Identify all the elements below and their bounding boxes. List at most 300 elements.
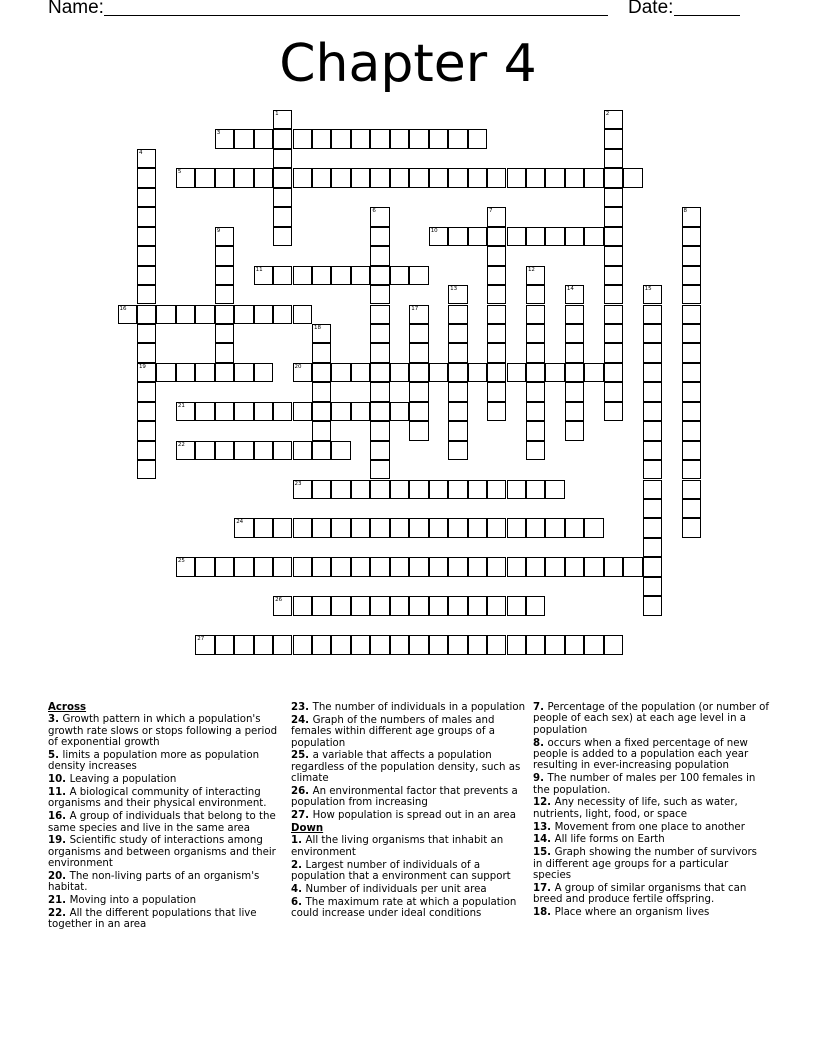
- crossword-cell[interactable]: [331, 266, 350, 285]
- crossword-cell[interactable]: [254, 305, 273, 324]
- crossword-cell[interactable]: [643, 343, 662, 362]
- crossword-cell[interactable]: [118, 305, 137, 324]
- crossword-cell[interactable]: [370, 557, 389, 576]
- crossword-cell[interactable]: [254, 441, 273, 460]
- crossword-cell[interactable]: [487, 285, 506, 304]
- crossword-cell[interactable]: [409, 343, 428, 362]
- crossword-cell[interactable]: [545, 227, 564, 246]
- crossword-cell[interactable]: [254, 266, 273, 285]
- crossword-cell[interactable]: [526, 480, 545, 499]
- crossword-cell[interactable]: [409, 382, 428, 401]
- crossword-cell[interactable]: [273, 305, 292, 324]
- crossword-cell[interactable]: [604, 227, 623, 246]
- crossword-cell[interactable]: [312, 363, 331, 382]
- crossword-cell[interactable]: [545, 635, 564, 654]
- crossword-cell[interactable]: [448, 363, 467, 382]
- crossword-cell[interactable]: [565, 324, 584, 343]
- crossword-cell[interactable]: [526, 168, 545, 187]
- crossword-cell[interactable]: [293, 129, 312, 148]
- crossword-cell[interactable]: [273, 207, 292, 226]
- crossword-cell[interactable]: [643, 285, 662, 304]
- crossword-cell[interactable]: [448, 441, 467, 460]
- crossword-cell[interactable]: [370, 129, 389, 148]
- crossword-cell[interactable]: [643, 363, 662, 382]
- crossword-cell[interactable]: [526, 557, 545, 576]
- crossword-cell[interactable]: [215, 363, 234, 382]
- crossword-cell[interactable]: [604, 110, 623, 129]
- crossword-cell[interactable]: [526, 305, 545, 324]
- crossword-cell[interactable]: [293, 363, 312, 382]
- crossword-cell[interactable]: [254, 635, 273, 654]
- crossword-cell[interactable]: [584, 635, 603, 654]
- crossword-cell[interactable]: [682, 460, 701, 479]
- crossword-cell[interactable]: [254, 129, 273, 148]
- crossword-cell[interactable]: [565, 402, 584, 421]
- crossword-cell[interactable]: [565, 518, 584, 537]
- crossword-cell[interactable]: [487, 402, 506, 421]
- crossword-cell[interactable]: [565, 382, 584, 401]
- crossword-cell[interactable]: [526, 441, 545, 460]
- crossword-cell[interactable]: [293, 635, 312, 654]
- crossword-cell[interactable]: [370, 480, 389, 499]
- crossword-cell[interactable]: [312, 557, 331, 576]
- crossword-cell[interactable]: [604, 285, 623, 304]
- crossword-cell[interactable]: [604, 149, 623, 168]
- crossword-cell[interactable]: [682, 518, 701, 537]
- crossword-cell[interactable]: [293, 266, 312, 285]
- crossword-cell[interactable]: [370, 266, 389, 285]
- crossword-cell[interactable]: [370, 460, 389, 479]
- crossword-cell[interactable]: [487, 305, 506, 324]
- crossword-cell[interactable]: [137, 382, 156, 401]
- crossword-cell[interactable]: [273, 188, 292, 207]
- crossword-cell[interactable]: [487, 382, 506, 401]
- crossword-cell[interactable]: [409, 518, 428, 537]
- crossword-cell[interactable]: [370, 343, 389, 362]
- crossword-cell[interactable]: [390, 168, 409, 187]
- crossword-cell[interactable]: [273, 557, 292, 576]
- crossword-cell[interactable]: [390, 266, 409, 285]
- crossword-cell[interactable]: [682, 324, 701, 343]
- crossword-cell[interactable]: [273, 168, 292, 187]
- crossword-cell[interactable]: [604, 363, 623, 382]
- crossword-cell[interactable]: [390, 129, 409, 148]
- crossword-cell[interactable]: [448, 635, 467, 654]
- crossword-cell[interactable]: [331, 635, 350, 654]
- crossword-cell[interactable]: [156, 363, 175, 382]
- crossword-cell[interactable]: [429, 518, 448, 537]
- crossword-cell[interactable]: [254, 518, 273, 537]
- crossword-cell[interactable]: [448, 382, 467, 401]
- crossword-cell[interactable]: [507, 363, 526, 382]
- crossword-cell[interactable]: [584, 518, 603, 537]
- crossword-cell[interactable]: [390, 402, 409, 421]
- crossword-cell[interactable]: [370, 305, 389, 324]
- crossword-cell[interactable]: [331, 441, 350, 460]
- crossword-cell[interactable]: [682, 227, 701, 246]
- crossword-cell[interactable]: [468, 596, 487, 615]
- crossword-cell[interactable]: [409, 363, 428, 382]
- crossword-cell[interactable]: [312, 324, 331, 343]
- crossword-cell[interactable]: [682, 402, 701, 421]
- crossword-cell[interactable]: [137, 227, 156, 246]
- crossword-cell[interactable]: [526, 227, 545, 246]
- crossword-cell[interactable]: [643, 499, 662, 518]
- crossword-cell[interactable]: [487, 266, 506, 285]
- crossword-cell[interactable]: [331, 168, 350, 187]
- crossword-cell[interactable]: [215, 266, 234, 285]
- crossword-cell[interactable]: [448, 227, 467, 246]
- crossword-cell[interactable]: [331, 596, 350, 615]
- crossword-cell[interactable]: [370, 596, 389, 615]
- crossword-cell[interactable]: [312, 168, 331, 187]
- crossword-cell[interactable]: [137, 343, 156, 362]
- crossword-cell[interactable]: [429, 363, 448, 382]
- crossword-cell[interactable]: [370, 285, 389, 304]
- crossword-cell[interactable]: [370, 324, 389, 343]
- crossword-cell[interactable]: [448, 305, 467, 324]
- crossword-cell[interactable]: [604, 168, 623, 187]
- crossword-cell[interactable]: [195, 363, 214, 382]
- crossword-cell[interactable]: [604, 402, 623, 421]
- crossword-cell[interactable]: [468, 227, 487, 246]
- crossword-cell[interactable]: [331, 557, 350, 576]
- crossword-cell[interactable]: [429, 227, 448, 246]
- crossword-cell[interactable]: [565, 635, 584, 654]
- crossword-cell[interactable]: [545, 557, 564, 576]
- crossword-cell[interactable]: [526, 324, 545, 343]
- crossword-cell[interactable]: [468, 635, 487, 654]
- crossword-cell[interactable]: [254, 168, 273, 187]
- crossword-cell[interactable]: [507, 480, 526, 499]
- crossword-cell[interactable]: [643, 577, 662, 596]
- crossword-cell[interactable]: [370, 635, 389, 654]
- crossword-cell[interactable]: [429, 596, 448, 615]
- crossword-cell[interactable]: [526, 382, 545, 401]
- crossword-cell[interactable]: [137, 324, 156, 343]
- crossword-cell[interactable]: [584, 168, 603, 187]
- crossword-cell[interactable]: [682, 499, 701, 518]
- crossword-cell[interactable]: [448, 480, 467, 499]
- crossword-cell[interactable]: [526, 421, 545, 440]
- crossword-cell[interactable]: [507, 227, 526, 246]
- crossword-cell[interactable]: [682, 285, 701, 304]
- crossword-cell[interactable]: [195, 635, 214, 654]
- crossword-cell[interactable]: [409, 305, 428, 324]
- crossword-cell[interactable]: [487, 246, 506, 265]
- crossword-cell[interactable]: [682, 207, 701, 226]
- crossword-cell[interactable]: [176, 402, 195, 421]
- crossword-cell[interactable]: [234, 305, 253, 324]
- crossword-cell[interactable]: [429, 557, 448, 576]
- crossword-cell[interactable]: [409, 596, 428, 615]
- crossword-cell[interactable]: [312, 518, 331, 537]
- crossword-cell[interactable]: [351, 363, 370, 382]
- crossword-cell[interactable]: [215, 246, 234, 265]
- crossword-cell[interactable]: [234, 129, 253, 148]
- crossword-cell[interactable]: [429, 129, 448, 148]
- crossword-cell[interactable]: [604, 324, 623, 343]
- crossword-cell[interactable]: [604, 246, 623, 265]
- crossword-cell[interactable]: [448, 285, 467, 304]
- crossword-cell[interactable]: [137, 207, 156, 226]
- crossword-cell[interactable]: [370, 168, 389, 187]
- crossword-cell[interactable]: [293, 305, 312, 324]
- crossword-cell[interactable]: [526, 402, 545, 421]
- crossword-cell[interactable]: [137, 188, 156, 207]
- crossword-cell[interactable]: [643, 402, 662, 421]
- crossword-cell[interactable]: [293, 518, 312, 537]
- crossword-cell[interactable]: [234, 441, 253, 460]
- crossword-cell[interactable]: [468, 518, 487, 537]
- crossword-cell[interactable]: [312, 596, 331, 615]
- crossword-cell[interactable]: [682, 441, 701, 460]
- crossword-cell[interactable]: [351, 596, 370, 615]
- crossword-cell[interactable]: [195, 168, 214, 187]
- crossword-cell[interactable]: [370, 363, 389, 382]
- crossword-cell[interactable]: [584, 363, 603, 382]
- crossword-cell[interactable]: [643, 518, 662, 537]
- crossword-cell[interactable]: [507, 596, 526, 615]
- crossword-cell[interactable]: [604, 343, 623, 362]
- crossword-cell[interactable]: [137, 402, 156, 421]
- crossword-cell[interactable]: [195, 557, 214, 576]
- crossword-cell[interactable]: [351, 635, 370, 654]
- crossword-cell[interactable]: [526, 343, 545, 362]
- crossword-cell[interactable]: [526, 363, 545, 382]
- crossword-cell[interactable]: [429, 635, 448, 654]
- crossword-cell[interactable]: [312, 129, 331, 148]
- crossword-cell[interactable]: [526, 285, 545, 304]
- crossword-cell[interactable]: [234, 518, 253, 537]
- crossword-cell[interactable]: [351, 480, 370, 499]
- crossword-cell[interactable]: [156, 305, 175, 324]
- crossword-cell[interactable]: [487, 480, 506, 499]
- crossword-cell[interactable]: [312, 441, 331, 460]
- crossword-cell[interactable]: [215, 402, 234, 421]
- crossword-cell[interactable]: [176, 168, 195, 187]
- crossword-cell[interactable]: [487, 168, 506, 187]
- crossword-cell[interactable]: [331, 518, 350, 537]
- crossword-cell[interactable]: [351, 402, 370, 421]
- crossword-cell[interactable]: [390, 363, 409, 382]
- crossword-cell[interactable]: [468, 129, 487, 148]
- crossword-cell[interactable]: [487, 343, 506, 362]
- crossword-cell[interactable]: [137, 246, 156, 265]
- crossword-cell[interactable]: [682, 305, 701, 324]
- crossword-cell[interactable]: [390, 480, 409, 499]
- crossword-cell[interactable]: [604, 557, 623, 576]
- crossword-cell[interactable]: [370, 246, 389, 265]
- crossword-cell[interactable]: [409, 635, 428, 654]
- crossword-cell[interactable]: [487, 207, 506, 226]
- crossword-cell[interactable]: [370, 382, 389, 401]
- crossword-cell[interactable]: [487, 518, 506, 537]
- crossword-cell[interactable]: [351, 518, 370, 537]
- crossword-cell[interactable]: [448, 324, 467, 343]
- crossword-cell[interactable]: [507, 518, 526, 537]
- crossword-cell[interactable]: [526, 635, 545, 654]
- crossword-cell[interactable]: [195, 402, 214, 421]
- crossword-cell[interactable]: [507, 635, 526, 654]
- crossword-cell[interactable]: [682, 246, 701, 265]
- crossword-cell[interactable]: [351, 129, 370, 148]
- crossword-cell[interactable]: [682, 382, 701, 401]
- crossword-cell[interactable]: [293, 596, 312, 615]
- crossword-cell[interactable]: [565, 168, 584, 187]
- crossword-cell[interactable]: [507, 557, 526, 576]
- crossword-cell[interactable]: [234, 402, 253, 421]
- crossword-cell[interactable]: [487, 227, 506, 246]
- crossword-cell[interactable]: [293, 480, 312, 499]
- crossword-cell[interactable]: [565, 421, 584, 440]
- crossword-cell[interactable]: [643, 421, 662, 440]
- crossword-cell[interactable]: [234, 557, 253, 576]
- crossword-cell[interactable]: [215, 557, 234, 576]
- crossword-cell[interactable]: [254, 402, 273, 421]
- crossword-cell[interactable]: [682, 266, 701, 285]
- crossword-cell[interactable]: [448, 557, 467, 576]
- crossword-cell[interactable]: [487, 596, 506, 615]
- crossword-cell[interactable]: [254, 557, 273, 576]
- crossword-cell[interactable]: [273, 402, 292, 421]
- crossword-cell[interactable]: [448, 596, 467, 615]
- crossword-cell[interactable]: [682, 421, 701, 440]
- crossword-cell[interactable]: [565, 305, 584, 324]
- crossword-cell[interactable]: [448, 402, 467, 421]
- crossword-cell[interactable]: [623, 557, 642, 576]
- crossword-cell[interactable]: [234, 168, 253, 187]
- crossword-cell[interactable]: [643, 460, 662, 479]
- crossword-cell[interactable]: [293, 168, 312, 187]
- crossword-cell[interactable]: [526, 596, 545, 615]
- crossword-cell[interactable]: [545, 518, 564, 537]
- crossword-cell[interactable]: [331, 363, 350, 382]
- crossword-cell[interactable]: [409, 480, 428, 499]
- crossword-cell[interactable]: [545, 168, 564, 187]
- crossword-cell[interactable]: [565, 343, 584, 362]
- crossword-cell[interactable]: [312, 382, 331, 401]
- crossword-cell[interactable]: [176, 557, 195, 576]
- crossword-cell[interactable]: [137, 149, 156, 168]
- crossword-cell[interactable]: [273, 635, 292, 654]
- crossword-cell[interactable]: [370, 441, 389, 460]
- crossword-cell[interactable]: [643, 305, 662, 324]
- crossword-cell[interactable]: [448, 421, 467, 440]
- crossword-cell[interactable]: [273, 149, 292, 168]
- crossword-cell[interactable]: [565, 363, 584, 382]
- crossword-cell[interactable]: [584, 557, 603, 576]
- crossword-cell[interactable]: [409, 557, 428, 576]
- crossword-cell[interactable]: [682, 343, 701, 362]
- crossword-cell[interactable]: [390, 557, 409, 576]
- crossword-cell[interactable]: [273, 110, 292, 129]
- crossword-cell[interactable]: [176, 305, 195, 324]
- crossword-cell[interactable]: [137, 266, 156, 285]
- crossword-cell[interactable]: [234, 363, 253, 382]
- crossword-cell[interactable]: [215, 635, 234, 654]
- crossword-cell[interactable]: [370, 518, 389, 537]
- crossword-cell[interactable]: [370, 207, 389, 226]
- crossword-cell[interactable]: [331, 480, 350, 499]
- crossword-cell[interactable]: [643, 324, 662, 343]
- crossword-cell[interactable]: [468, 168, 487, 187]
- crossword-cell[interactable]: [448, 518, 467, 537]
- crossword-cell[interactable]: [273, 266, 292, 285]
- crossword-cell[interactable]: [409, 266, 428, 285]
- crossword-cell[interactable]: [273, 441, 292, 460]
- crossword-cell[interactable]: [176, 441, 195, 460]
- crossword-cell[interactable]: [468, 557, 487, 576]
- crossword-cell[interactable]: [137, 460, 156, 479]
- crossword-cell[interactable]: [273, 129, 292, 148]
- crossword-cell[interactable]: [682, 480, 701, 499]
- crossword-cell[interactable]: [545, 363, 564, 382]
- crossword-cell[interactable]: [526, 518, 545, 537]
- crossword-cell[interactable]: [312, 343, 331, 362]
- crossword-cell[interactable]: [195, 441, 214, 460]
- crossword-cell[interactable]: [604, 305, 623, 324]
- crossword-cell[interactable]: [643, 480, 662, 499]
- crossword-cell[interactable]: [545, 480, 564, 499]
- crossword-cell[interactable]: [409, 129, 428, 148]
- crossword-cell[interactable]: [370, 421, 389, 440]
- crossword-cell[interactable]: [468, 480, 487, 499]
- crossword-cell[interactable]: [409, 402, 428, 421]
- crossword-cell[interactable]: [293, 402, 312, 421]
- crossword-cell[interactable]: [526, 266, 545, 285]
- crossword-cell[interactable]: [448, 129, 467, 148]
- crossword-cell[interactable]: [682, 363, 701, 382]
- crossword-cell[interactable]: [351, 266, 370, 285]
- crossword-cell[interactable]: [195, 305, 214, 324]
- crossword-cell[interactable]: [429, 168, 448, 187]
- crossword-cell[interactable]: [390, 635, 409, 654]
- crossword-cell[interactable]: [215, 168, 234, 187]
- crossword-cell[interactable]: [331, 129, 350, 148]
- crossword-cell[interactable]: [215, 441, 234, 460]
- crossword-cell[interactable]: [487, 635, 506, 654]
- crossword-cell[interactable]: [293, 441, 312, 460]
- crossword-cell[interactable]: [234, 635, 253, 654]
- crossword-cell[interactable]: [604, 635, 623, 654]
- crossword-cell[interactable]: [215, 285, 234, 304]
- crossword-cell[interactable]: [137, 168, 156, 187]
- crossword-cell[interactable]: [331, 402, 350, 421]
- crossword-cell[interactable]: [604, 188, 623, 207]
- crossword-cell[interactable]: [273, 518, 292, 537]
- crossword-cell[interactable]: [273, 227, 292, 246]
- crossword-cell[interactable]: [351, 168, 370, 187]
- crossword-cell[interactable]: [215, 305, 234, 324]
- crossword-cell[interactable]: [370, 227, 389, 246]
- crossword-cell[interactable]: [137, 363, 156, 382]
- crossword-cell[interactable]: [137, 305, 156, 324]
- crossword-cell[interactable]: [312, 421, 331, 440]
- crossword-cell[interactable]: [584, 227, 603, 246]
- crossword-cell[interactable]: [215, 343, 234, 362]
- crossword-cell[interactable]: [137, 285, 156, 304]
- crossword-cell[interactable]: [487, 363, 506, 382]
- crossword-cell[interactable]: [312, 480, 331, 499]
- crossword-cell[interactable]: [254, 363, 273, 382]
- crossword-cell[interactable]: [487, 557, 506, 576]
- crossword-cell[interactable]: [137, 421, 156, 440]
- crossword-cell[interactable]: [604, 129, 623, 148]
- crossword-cell[interactable]: [643, 441, 662, 460]
- crossword-cell[interactable]: [409, 421, 428, 440]
- crossword-cell[interactable]: [643, 538, 662, 557]
